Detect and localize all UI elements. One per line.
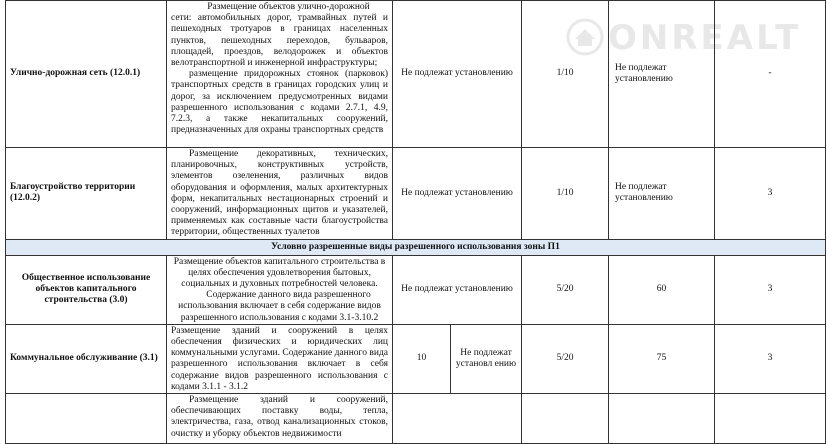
use-description: Размещение зданий и сооружений в целях обеспечения физических и юридических лиц коммунальными услугами. Содержание данного вида разрешенного использования включает в себя содержание видов разрешенного использования с кодами 3.1.1 - 3.1.2 <box>167 324 393 393</box>
table-row <box>6 239 826 255</box>
zoning-table <box>5 0 826 444</box>
use-name <box>6 394 167 444</box>
cell-floors <box>715 394 826 444</box>
use-description: Размещение декоративных, технических, планировочных, конструктивных устройств, элементов озеленения, различных видов оборудования и оформления, малых архитектурных форм, некапитальных нестационарных строений и сооружений, информационных щитов и указателей, применяемых как составные части благоустройства территории, общественных туалетов <box>167 148 393 240</box>
cell-setback <box>522 394 609 444</box>
cell-coverage <box>609 394 715 444</box>
cell-setback: 1/10 <box>522 148 609 240</box>
watermark: ONREALT <box>608 18 802 58</box>
cell-floors: - <box>715 1 826 148</box>
cell-coverage: 60 <box>609 255 715 324</box>
cell-max-lot: Не подлежат установл ению <box>451 324 522 393</box>
cell-min-lot: Не подлежат установлению <box>393 1 522 148</box>
use-name: Улично-дорожная сеть (12.0.1) <box>6 1 167 148</box>
cell-min-lot <box>393 394 522 444</box>
cell-setback: 1/10 <box>522 1 609 148</box>
table-row <box>6 324 826 393</box>
section-header: Условно разрешенные виды разрешенного использования зоны П1 <box>6 239 826 255</box>
cell-min-lot: 10 <box>393 324 451 393</box>
use-description: Размещение объектов капитального строительства в целях обеспечения удовлетворения бытовых, социальных и духовных потребностей человека. Содержание данного вида разрешенного использования включает в себя содержание видов разрешенного использования с кодами 3.1-3.10.2 <box>167 255 393 324</box>
cell-floors: 3 <box>715 255 826 324</box>
table-row <box>6 148 826 240</box>
table-row <box>6 1 826 148</box>
table-row <box>6 394 826 444</box>
use-name: Общественное использование объектов капитального строительства (3.0) <box>6 255 167 324</box>
cell-setback: 5/20 <box>522 324 609 393</box>
table-row <box>6 255 826 324</box>
cell-setback: 5/20 <box>522 255 609 324</box>
cell-coverage: 75 <box>609 324 715 393</box>
cell-coverage: Не подлежат установлению <box>609 1 715 148</box>
use-name: Благоустройство территории (12.0.2) <box>6 148 167 240</box>
use-name: Коммунальное обслуживание (3.1) <box>6 324 167 393</box>
cell-floors: 3 <box>715 324 826 393</box>
cell-floors: 3 <box>715 148 826 240</box>
cell-min-lot: Не подлежат установлению <box>393 255 522 324</box>
cell-coverage: Не подлежат установлению <box>609 148 715 240</box>
use-description: Размещение зданий и сооружений, обеспечивающих поставку воды, тепла, электричества, газа, отвод канализационных стоков, очистку и уборку объектов недвижимости <box>167 394 393 444</box>
cell-min-lot: Не подлежат установлению <box>393 148 522 240</box>
use-description: Размещение объектов улично-дорожной сети: автомобильных дорог, трамвайных путей и пешеходных тротуаров в границах населенных пунктов, пешеходных переходов, бульваров, площадей, проездов, велодорожек и объектов велотранспортной и инженерной инфраструктуры; размещение придорожных стоянок (парковок) транспортных средств в границах городских улиц и дорог, за исключением предусмотренных видами разрешенного использования с кодами 2.7.1, 4.9, 7.2.3, а также некапитальных сооружений, предназначенных для охраны транспортных средств <box>167 1 393 148</box>
